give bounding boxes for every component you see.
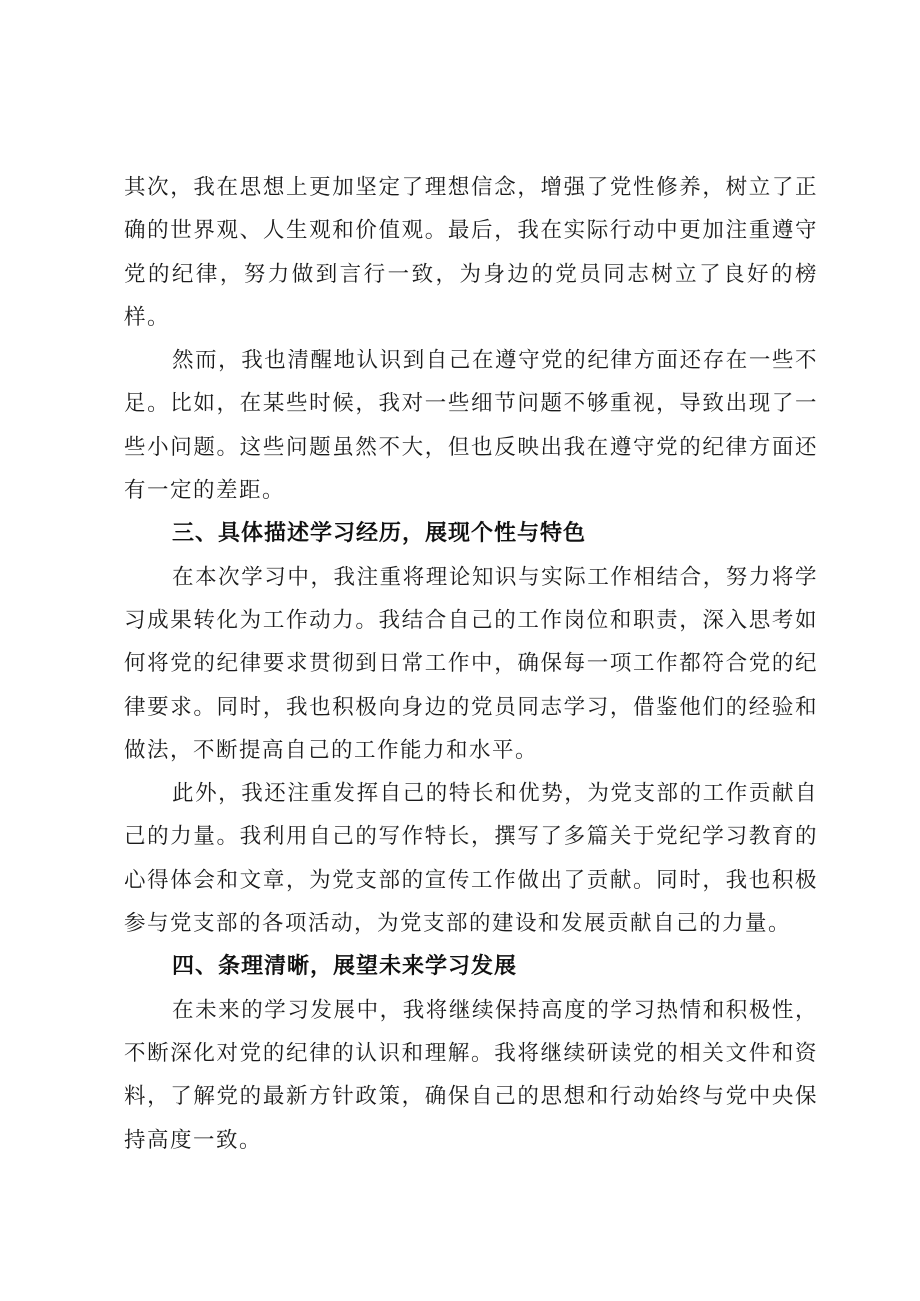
body-paragraph-5: 在未来的学习发展中，我将继续保持高度的学习热情和积极性，不断深化对党的纪律的认识和理解。我将继续研读党的相关文件和资料，了解党的最新方针政策，确保自己的思想和行动始终与党中央保持高度一致。 [124, 997, 818, 1153]
body-paragraph-3: 在本次学习中，我注重将理论知识与实际工作相结合，努力将学习成果转化为工作动力。我结合自己的工作岗位和职责，深入思考如何将党的纪律要求贯彻到日常工作中，确保每一项工作都符合党的纪律要求。同时，我也积极向身边的党员同志学习，借鉴他们的经验和做法，不断提高自己的工作能力和水平。 [124, 564, 818, 763]
body-paragraph-2: 然而，我也清醒地认识到自己在遵守党的纪律方面还存在一些不足。比如，在某些时候，我对一些细节问题不够重视，导致出现了一些小问题。这些问题虽然不大，但也反映出我在遵守党的纪律方面还有一定的差距。 [124, 348, 818, 504]
section-heading-4: 四、条理清晰，展望未来学习发展 [172, 954, 518, 980]
document-body [124, 166, 818, 1162]
section-heading-3: 三、具体描述学习经历，展现个性与特色 [172, 521, 587, 547]
body-paragraph-1: 其次，我在思想上更加坚定了理想信念，增强了党性修养，树立了正确的世界观、人生观和价值观。最后，我在实际行动中更加注重遵守党的纪律，努力做到言行一致，为身边的党员同志树立了良好的榜样。 [124, 175, 818, 330]
body-paragraph-4: 此外，我还注重发挥自己的特长和优势，为党支部的工作贡献自己的力量。我利用自己的写作特长，撰写了多篇关于党纪学习教育的心得体会和文章，为党支部的宣传工作做出了贡献。同时，我也积极参与党支部的各项活动，为党支部的建设和发展贡献自己的力量。 [124, 781, 818, 937]
